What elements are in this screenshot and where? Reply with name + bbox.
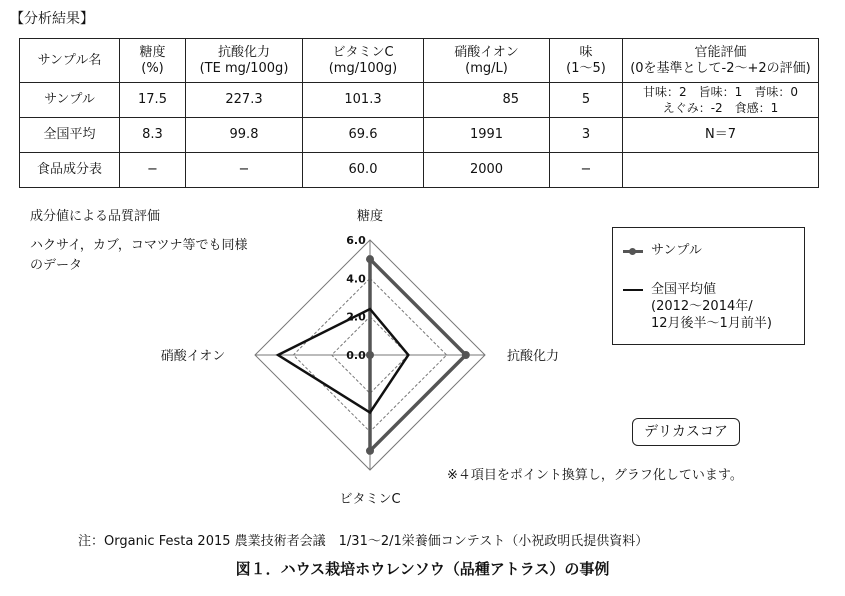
table-cell: サンプル [20, 83, 120, 118]
table-row [20, 153, 819, 188]
tick-label: 0.0 [346, 349, 366, 362]
data-point-sample [366, 255, 374, 263]
header-cell: ビタミンC (mg/100g) [303, 39, 424, 83]
table-cell: 60.0 [303, 153, 424, 188]
table-cell: 2000 [424, 153, 550, 188]
table-cell: 1991 [424, 118, 550, 153]
axis-label: ビタミンC [339, 492, 401, 507]
legend-label-sample: サンプル [651, 243, 702, 258]
table-row [20, 83, 819, 118]
table-header-row [20, 39, 819, 83]
similar-data-note: ハクサイ，カブ，コマツナ等でも同様のデータ [30, 238, 248, 273]
table-cell: 227.3 [186, 83, 303, 118]
table-cell: 甘味：2 旨味：1 青味：0 えぐみ：-2 食感：1 [623, 83, 819, 118]
data-point-sample [366, 351, 374, 359]
table-cell: 全国平均 [20, 118, 120, 153]
header-cell: 抗酸化力 (TE mg/100g) [186, 39, 303, 83]
table-cell: − [120, 153, 186, 188]
data-point-sample [462, 351, 470, 359]
axis-label: 硝酸イオン [160, 349, 226, 364]
delica-score-label: デリカスコア [632, 418, 740, 446]
legend-swatch-sample [623, 250, 643, 253]
header-cell: 硝酸イオン (mg/L) [424, 39, 550, 83]
table-cell [623, 153, 819, 188]
axis-label: 糖度 [356, 209, 384, 224]
tick-label: 2.0 [346, 310, 366, 324]
table-cell: N＝7 [623, 118, 819, 153]
figure-title: 図１．ハウス栽培ホウレンソウ（品種アトラス）の事例 [235, 560, 610, 578]
table-cell: 101.3 [303, 83, 424, 118]
quality-note: 成分値による品質評価 [30, 209, 161, 224]
header-cell: サンプル名 [20, 39, 120, 83]
table-cell: − [186, 153, 303, 188]
axis-label: 抗酸化力 [506, 349, 560, 364]
section-label: 【分析結果】 [10, 11, 94, 27]
tick-label: 4.0 [346, 272, 366, 286]
table-cell: 8.3 [120, 118, 186, 153]
legend-label-average: 全国平均値 (2012〜2014年/ 12月後半〜1月前半) [651, 282, 772, 331]
chart-legend [612, 227, 805, 345]
table-cell: 85 [424, 83, 550, 118]
tick-label: 6.0 [346, 234, 366, 247]
table-cell: 5 [550, 83, 623, 118]
conversion-note: ※４項目をポイント換算し，グラフ化しています。 [447, 468, 743, 483]
header-cell: 官能評価 (0を基準として-2〜+2の評価) [623, 39, 819, 83]
legend-swatch-average [623, 289, 643, 291]
table-cell: 17.5 [120, 83, 186, 118]
data-point-sample [366, 447, 374, 455]
table-cell: − [550, 153, 623, 188]
header-cell: 糖度 (%) [120, 39, 186, 83]
table-cell: 69.6 [303, 118, 424, 153]
results-table [19, 38, 819, 188]
table-cell: 3 [550, 118, 623, 153]
table-row [20, 118, 819, 153]
table-cell: 99.8 [186, 118, 303, 153]
header-cell: 味 (1〜5) [550, 39, 623, 83]
source-footnote: 注：Organic Festa 2015 農業技術者会議 1/31〜2/1栄養価コンテスト（小祝政明氏提供資料） [78, 534, 649, 549]
table-cell: 食品成分表 [20, 153, 120, 188]
